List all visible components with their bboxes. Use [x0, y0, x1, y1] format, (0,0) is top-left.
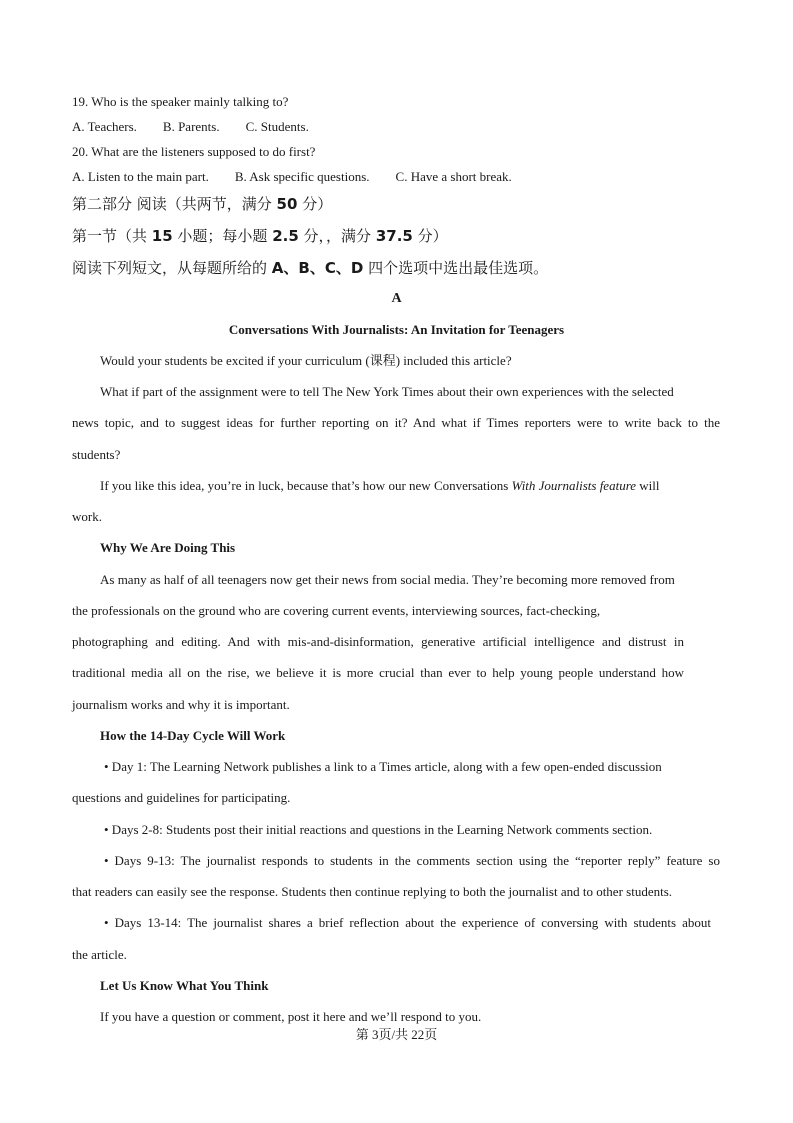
- question-19: 19. Who is the speaker mainly talking to?: [72, 94, 289, 109]
- list-item-day-1: • Day 1: The Learning Network publishes a link to a Times article, along with a few open-ended discussion: [104, 759, 662, 774]
- list-item-day-1-cont: questions and guidelines for participating.: [72, 790, 291, 805]
- paragraph-why-line: photographing and editing. And with mis-and-disinformation, generative artificial intelligence and distrust in: [72, 634, 684, 649]
- paragraph-why-line: As many as half of all teenagers now get their news from social media. They’re becoming more removed from: [100, 572, 675, 587]
- part-heading: 第二部分 阅读（共两节，满分 50 分）: [72, 195, 333, 213]
- page-number: 第 3页/共 22页: [355, 1027, 438, 1042]
- paragraph-let-us-know: If you have a question or comment, post it here and we’ll respond to you.: [100, 1009, 482, 1024]
- question-19-options: [72, 119, 309, 135]
- section-heading: 第一节（共 15 小题；每小题 2.5 分，，满分 37.5 分）: [72, 227, 448, 245]
- list-item-days-13-14-cont: the article.: [72, 947, 127, 962]
- heading-let-us-know: Let Us Know What You Think: [100, 978, 269, 993]
- passage-title: Conversations With Journalists: An Invitation for Teenagers: [228, 322, 565, 337]
- paragraph-why-line: journalism works and why it is important.: [72, 697, 290, 712]
- list-item-days-2-8: • Days 2-8: Students post their initial reactions and questions in the Learning Network comments section.: [104, 822, 653, 837]
- paragraph-intro-2-line: students?: [72, 447, 121, 462]
- option-b: B. Ask specific questions.: [234, 169, 370, 184]
- option-b: B. Parents.: [162, 119, 220, 134]
- paragraph-intro-3-line: If you like this idea, you’re in luck, because that’s how our new Conversations With Journalists feature will: [100, 478, 660, 493]
- heading-how: How the 14-Day Cycle Will Work: [100, 728, 286, 743]
- list-item-days-9-13-cont: that readers can easily see the response. Students then continue replying to both the journalist and to other students.: [72, 884, 673, 899]
- option-c: C. Have a short break.: [395, 169, 512, 184]
- list-item-days-13-14: • Days 13-14: The journalist shares a brief reflection about the experience of conversing with students about: [104, 915, 711, 930]
- paragraph-why-line: the professionals on the ground who are covering current events, interviewing sources, fact-checking,: [72, 603, 601, 618]
- heading-why: Why We Are Doing This: [100, 540, 236, 555]
- instructions: 阅读下列短文，从每题所给的 A、B、C、D 四个选项中选出最佳选项。: [72, 259, 549, 277]
- option-a: A. Listen to the main part.: [72, 169, 209, 184]
- option-c: C. Students.: [245, 119, 309, 134]
- option-a: A. Teachers.: [72, 119, 137, 134]
- question-20: 20. What are the listeners supposed to do first?: [72, 144, 316, 159]
- question-20-options: [72, 169, 512, 185]
- list-item-days-9-13: • Days 9-13: The journalist responds to students in the comments section using the “reporter reply” feature so: [104, 853, 720, 868]
- paragraph-intro-2-line: What if part of the assignment were to tell The New York Times about their own experiences with the selected: [100, 384, 674, 399]
- paragraph-intro-1: Would your students be excited if your curriculum (课程) included this article?: [100, 353, 512, 368]
- paragraph-why-line: traditional media all on the rise, we believe it is more crucial than ever to help young people understand how: [72, 665, 684, 680]
- passage-letter: A: [391, 291, 402, 306]
- paragraph-intro-3-line: work.: [72, 509, 102, 524]
- paragraph-intro-2-line: news topic, and to suggest ideas for further reporting on it? And what if Times reporters were to write back to the: [72, 415, 720, 430]
